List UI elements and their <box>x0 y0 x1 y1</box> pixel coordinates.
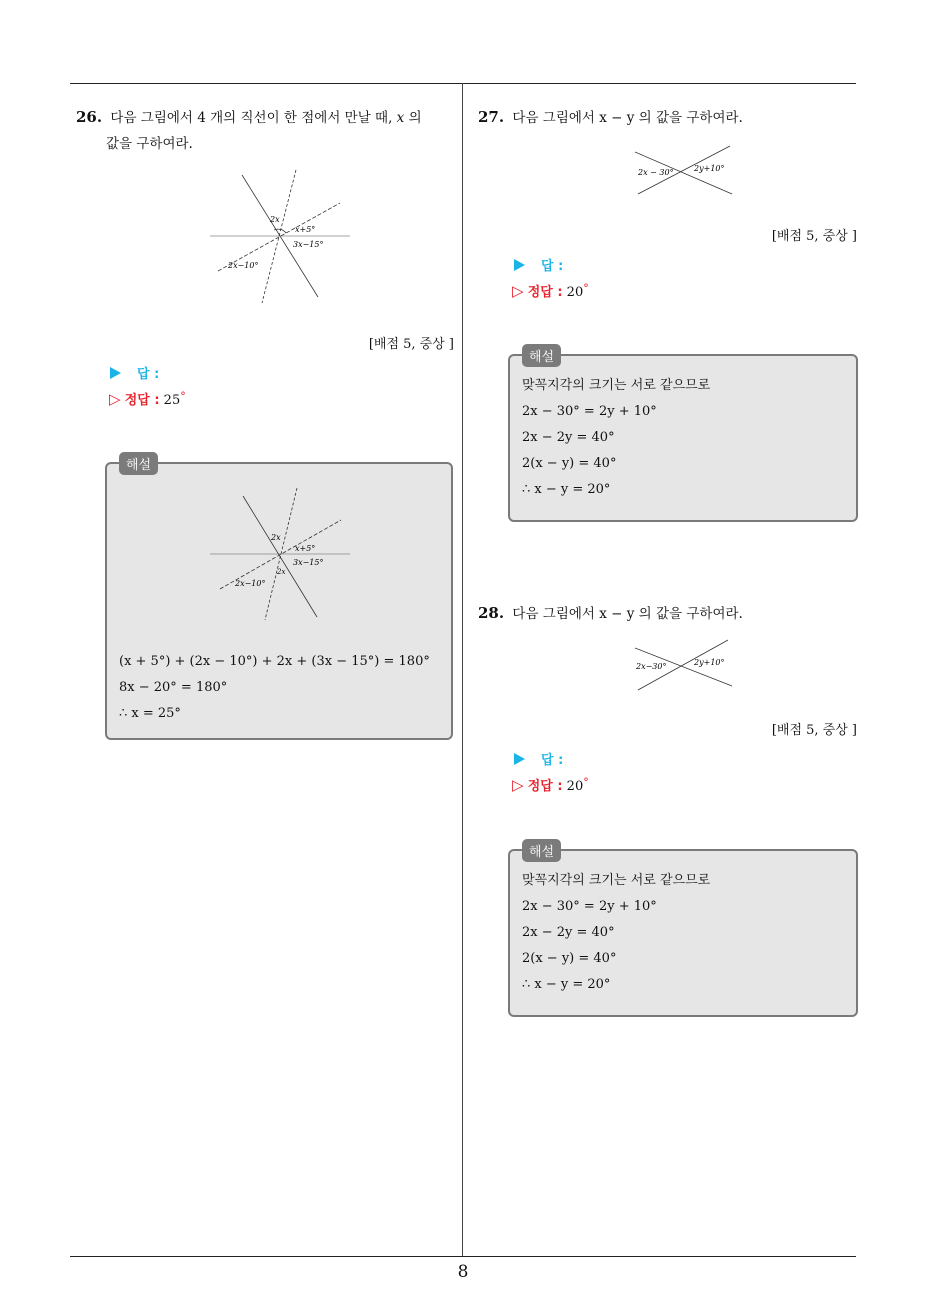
q26-text-line1: 다음 그림에서 4 개의 직선이 한 점에서 만날 때, <box>110 110 393 126</box>
q27-solution-line-4: 2(x − y) = 40° <box>522 456 617 471</box>
q26-solution-line-1: (x + 5°) + (2x − 10°) + 2x + (3x − 15°) = 180° <box>119 654 430 669</box>
q26-answer-label: 답 : <box>137 367 160 382</box>
top-rule <box>70 83 856 84</box>
q28-number: 28. <box>478 604 505 622</box>
q28-label-left: 2x−30° <box>636 662 667 671</box>
q26-correct-unit: ° <box>180 390 186 403</box>
q28-label-right: 2y+10° <box>694 658 725 667</box>
q28-question <box>478 600 858 627</box>
q26-solution-tag: 해설 <box>119 452 158 475</box>
q28-figure <box>630 638 740 694</box>
q26-sol-label-2x10: 2x−10° <box>235 579 266 588</box>
column-divider <box>462 83 463 1256</box>
q27-answer-line <box>514 255 563 274</box>
q26-text-line2: 값을 구하여라. <box>106 136 193 152</box>
q26-text-line1-end: 의 <box>408 110 422 126</box>
q27-solution-box <box>508 350 858 522</box>
q28-solution-line-1: 맞꼭지각의 크기는 서로 같으므로 <box>522 873 711 888</box>
q26-solution-line-2: 8x − 20° = 180° <box>119 680 228 695</box>
q26-solution-figure <box>205 484 355 624</box>
q28-solution-line-4: 2(x − y) = 40° <box>522 951 617 966</box>
q28-text: 다음 그림에서 x − y 의 값을 구하여라. <box>512 606 743 622</box>
q26-label-3x15: 3x−15° <box>293 240 324 249</box>
q26-sol-label-2x-b: 2x <box>277 568 286 576</box>
q26-correct-line <box>109 389 186 408</box>
q26-answer-line <box>110 363 159 382</box>
q26-sol-label-x5: x+5° <box>295 544 316 553</box>
q28-correct-label: 정답 : <box>527 779 563 794</box>
q26-solution-box <box>105 458 453 740</box>
q27-text: 다음 그림에서 x − y 의 값을 구하여라. <box>512 110 743 126</box>
q27-number: 27. <box>478 108 505 126</box>
q27-score: [배점 5, 중상 ] <box>771 229 857 244</box>
q27-answer-label: 답 : <box>541 259 564 274</box>
q28-score: [배점 5, 중상 ] <box>771 723 857 738</box>
q26-sol-label-3x15: 3x−15° <box>293 558 324 567</box>
q27-solution-line-1: 맞꼭지각의 크기는 서로 같으므로 <box>522 378 711 393</box>
bottom-rule <box>70 1256 856 1257</box>
q26-label-x5: x+5° <box>295 225 316 234</box>
q26-correct-label: 정답 : <box>124 393 160 408</box>
q28-solution-box <box>508 845 858 1017</box>
q28-correct-value: 20 <box>566 779 584 794</box>
q27-label-right: 2y+10° <box>694 164 725 173</box>
q27-correct-triangle-icon: ▷ <box>512 282 524 300</box>
q27-solution-line-5: ∴ x − y = 20° <box>522 482 611 497</box>
q27-solution-line-3: 2x − 2y = 40° <box>522 430 615 445</box>
q27-question <box>478 104 858 131</box>
q27-figure <box>630 144 740 200</box>
q27-correct-line <box>512 281 589 300</box>
q28-answer-label: 답 : <box>541 753 564 768</box>
q26-number: 26. <box>76 108 103 126</box>
q28-correct-triangle-icon: ▷ <box>512 776 524 794</box>
q26-correct-value: 25 <box>163 393 181 408</box>
q26-answer-arrow-icon <box>110 367 121 379</box>
q26-sol-label-2x: 2x <box>271 533 281 542</box>
q28-answer-arrow-icon <box>514 753 525 765</box>
q28-solution-tag: 해설 <box>522 839 561 862</box>
q27-correct-value: 20 <box>566 285 584 300</box>
q26-var-x: x <box>396 110 405 126</box>
q26-question <box>76 104 456 157</box>
q26-label-2x10: 2x−10° <box>228 261 259 270</box>
q27-correct-label: 정답 : <box>527 285 563 300</box>
q28-solution-line-2: 2x − 30° = 2y + 10° <box>522 899 657 914</box>
q28-answer-line <box>514 749 563 768</box>
q27-answer-arrow-icon <box>514 259 525 271</box>
q28-solution-line-5: ∴ x − y = 20° <box>522 977 611 992</box>
q26-correct-triangle-icon: ▷ <box>109 390 121 408</box>
q27-label-left: 2x − 30° <box>638 168 674 177</box>
q26-score: [배점 5, 중상 ] <box>368 337 454 352</box>
q27-correct-unit: ° <box>583 282 589 295</box>
q27-solution-line-2: 2x − 30° = 2y + 10° <box>522 404 657 419</box>
q26-figure <box>200 165 360 310</box>
q28-solution-line-3: 2x − 2y = 40° <box>522 925 615 940</box>
q28-correct-unit: ° <box>583 776 589 789</box>
page-number: 8 <box>457 1262 469 1282</box>
q26-solution-line-3: ∴ x = 25° <box>119 706 181 721</box>
q27-solution-tag: 해설 <box>522 344 561 367</box>
q26-label-2x: 2x <box>270 215 280 224</box>
q28-correct-line <box>512 775 589 794</box>
